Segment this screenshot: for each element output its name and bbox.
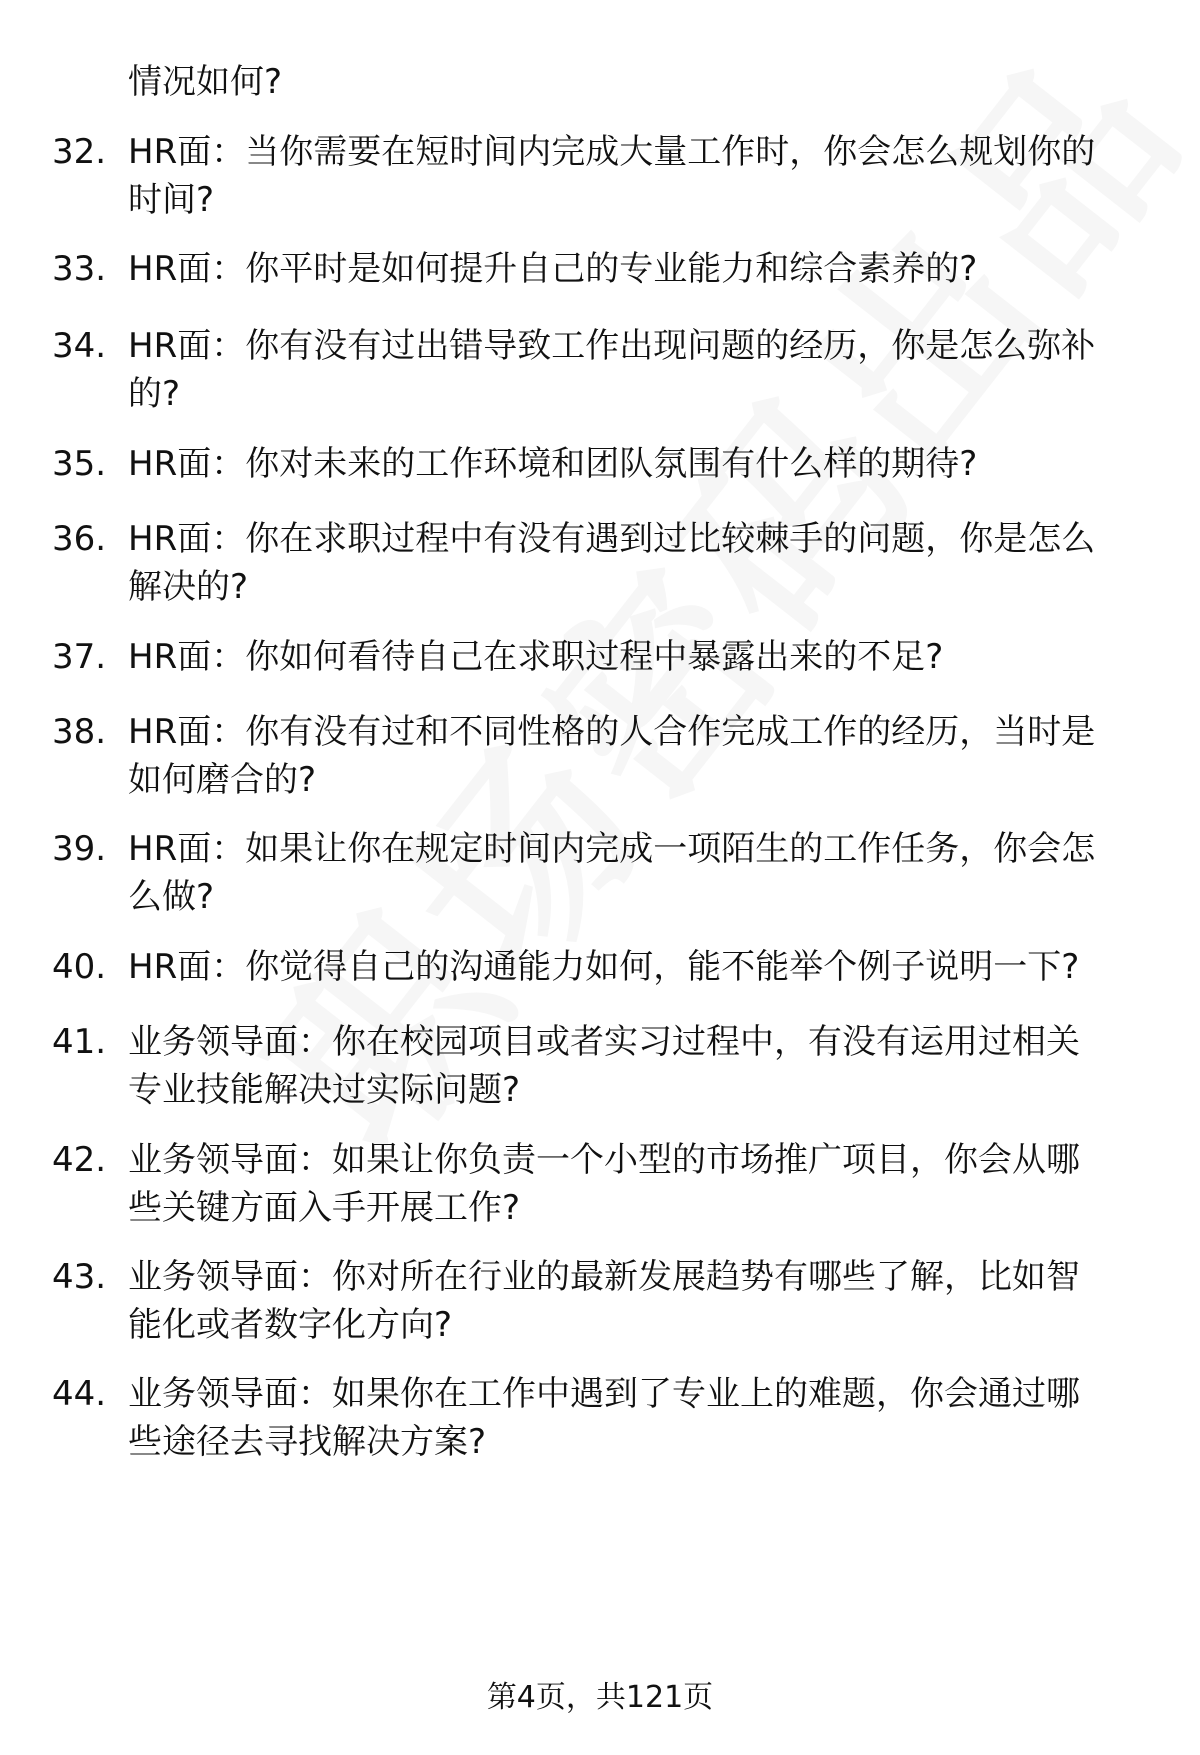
item-line: 业务领导面：你在校园项目或者实习过程中，有没有运用过相关 [128,1022,1080,1062]
item-line: 解决的? [128,567,249,607]
item-line: 业务领导面：你对所在行业的最新发展趋势有哪些了解，比如智 [128,1257,1080,1297]
item-line: 业务领导面：如果你在工作中遇到了专业上的难题，你会通过哪 [128,1374,1080,1414]
item-line: HR面：你如何看待自己在求职过程中暴露出来的不足? [128,637,944,677]
item-line: 如何磨合的? [128,760,317,800]
item-number: 40. [52,947,107,987]
item-text [128,515,1158,611]
item-line: 情况如何? [128,62,283,102]
item-line: 的? [128,374,181,414]
item-number: 42. [52,1140,107,1180]
item-line: 么做? [128,877,215,917]
item-number: 36. [52,519,107,559]
item-line: HR面：你觉得自己的沟通能力如何，能不能举个例子说明一下? [128,947,1080,987]
item-number: 44. [52,1374,107,1414]
item-line: 能化或者数字化方向? [128,1305,453,1345]
item-number: 41. [52,1022,107,1062]
item-text [128,1136,1158,1232]
item-text [128,1370,1158,1466]
item-number: 33. [52,249,107,289]
item-text [128,58,1158,106]
page-number-footer: 第4页，共121页 [486,1680,714,1715]
item-text [128,128,1158,224]
item-line: 些途径去寻找解决方案? [128,1422,487,1462]
item-text [128,633,1158,681]
item-line: 专业技能解决过实际问题? [128,1070,521,1110]
item-number: 37. [52,637,107,677]
item-line: 业务领导面：如果让你负责一个小型的市场推广项目，你会从哪 [128,1140,1080,1180]
item-text [128,708,1158,804]
item-text [128,440,1158,488]
item-number: 32. [52,132,107,172]
item-line: 时间? [128,180,215,220]
item-number: 43. [52,1257,107,1297]
item-line: HR面：如果让你在规定时间内完成一项陌生的工作任务，你会怎 [128,829,1096,869]
item-text [128,245,1158,293]
item-line: HR面：你对未来的工作环境和团队氛围有什么样的期待? [128,444,978,484]
item-text [128,322,1158,418]
item-number: 39. [52,829,107,869]
item-text [128,1253,1158,1349]
item-number: 35. [52,444,107,484]
item-text [128,943,1158,991]
item-number: 34. [52,326,107,366]
item-line: 些关键方面入手开展工作? [128,1188,521,1228]
item-line: HR面：你有没有过出错导致工作出现问题的经历，你是怎么弥补 [128,326,1096,366]
item-number: 38. [52,712,107,752]
item-line: HR面：你有没有过和不同性格的人合作完成工作的经历，当时是 [128,712,1096,752]
item-text [128,1018,1158,1114]
item-line: HR面：你在求职过程中有没有遇到过比较棘手的问题，你是怎么 [128,519,1096,559]
item-text [128,825,1158,921]
item-line: HR面：你平时是如何提升自己的专业能力和综合素养的? [128,249,978,289]
item-line: HR面：当你需要在短时间内完成大量工作时，你会怎么规划你的 [128,132,1096,172]
